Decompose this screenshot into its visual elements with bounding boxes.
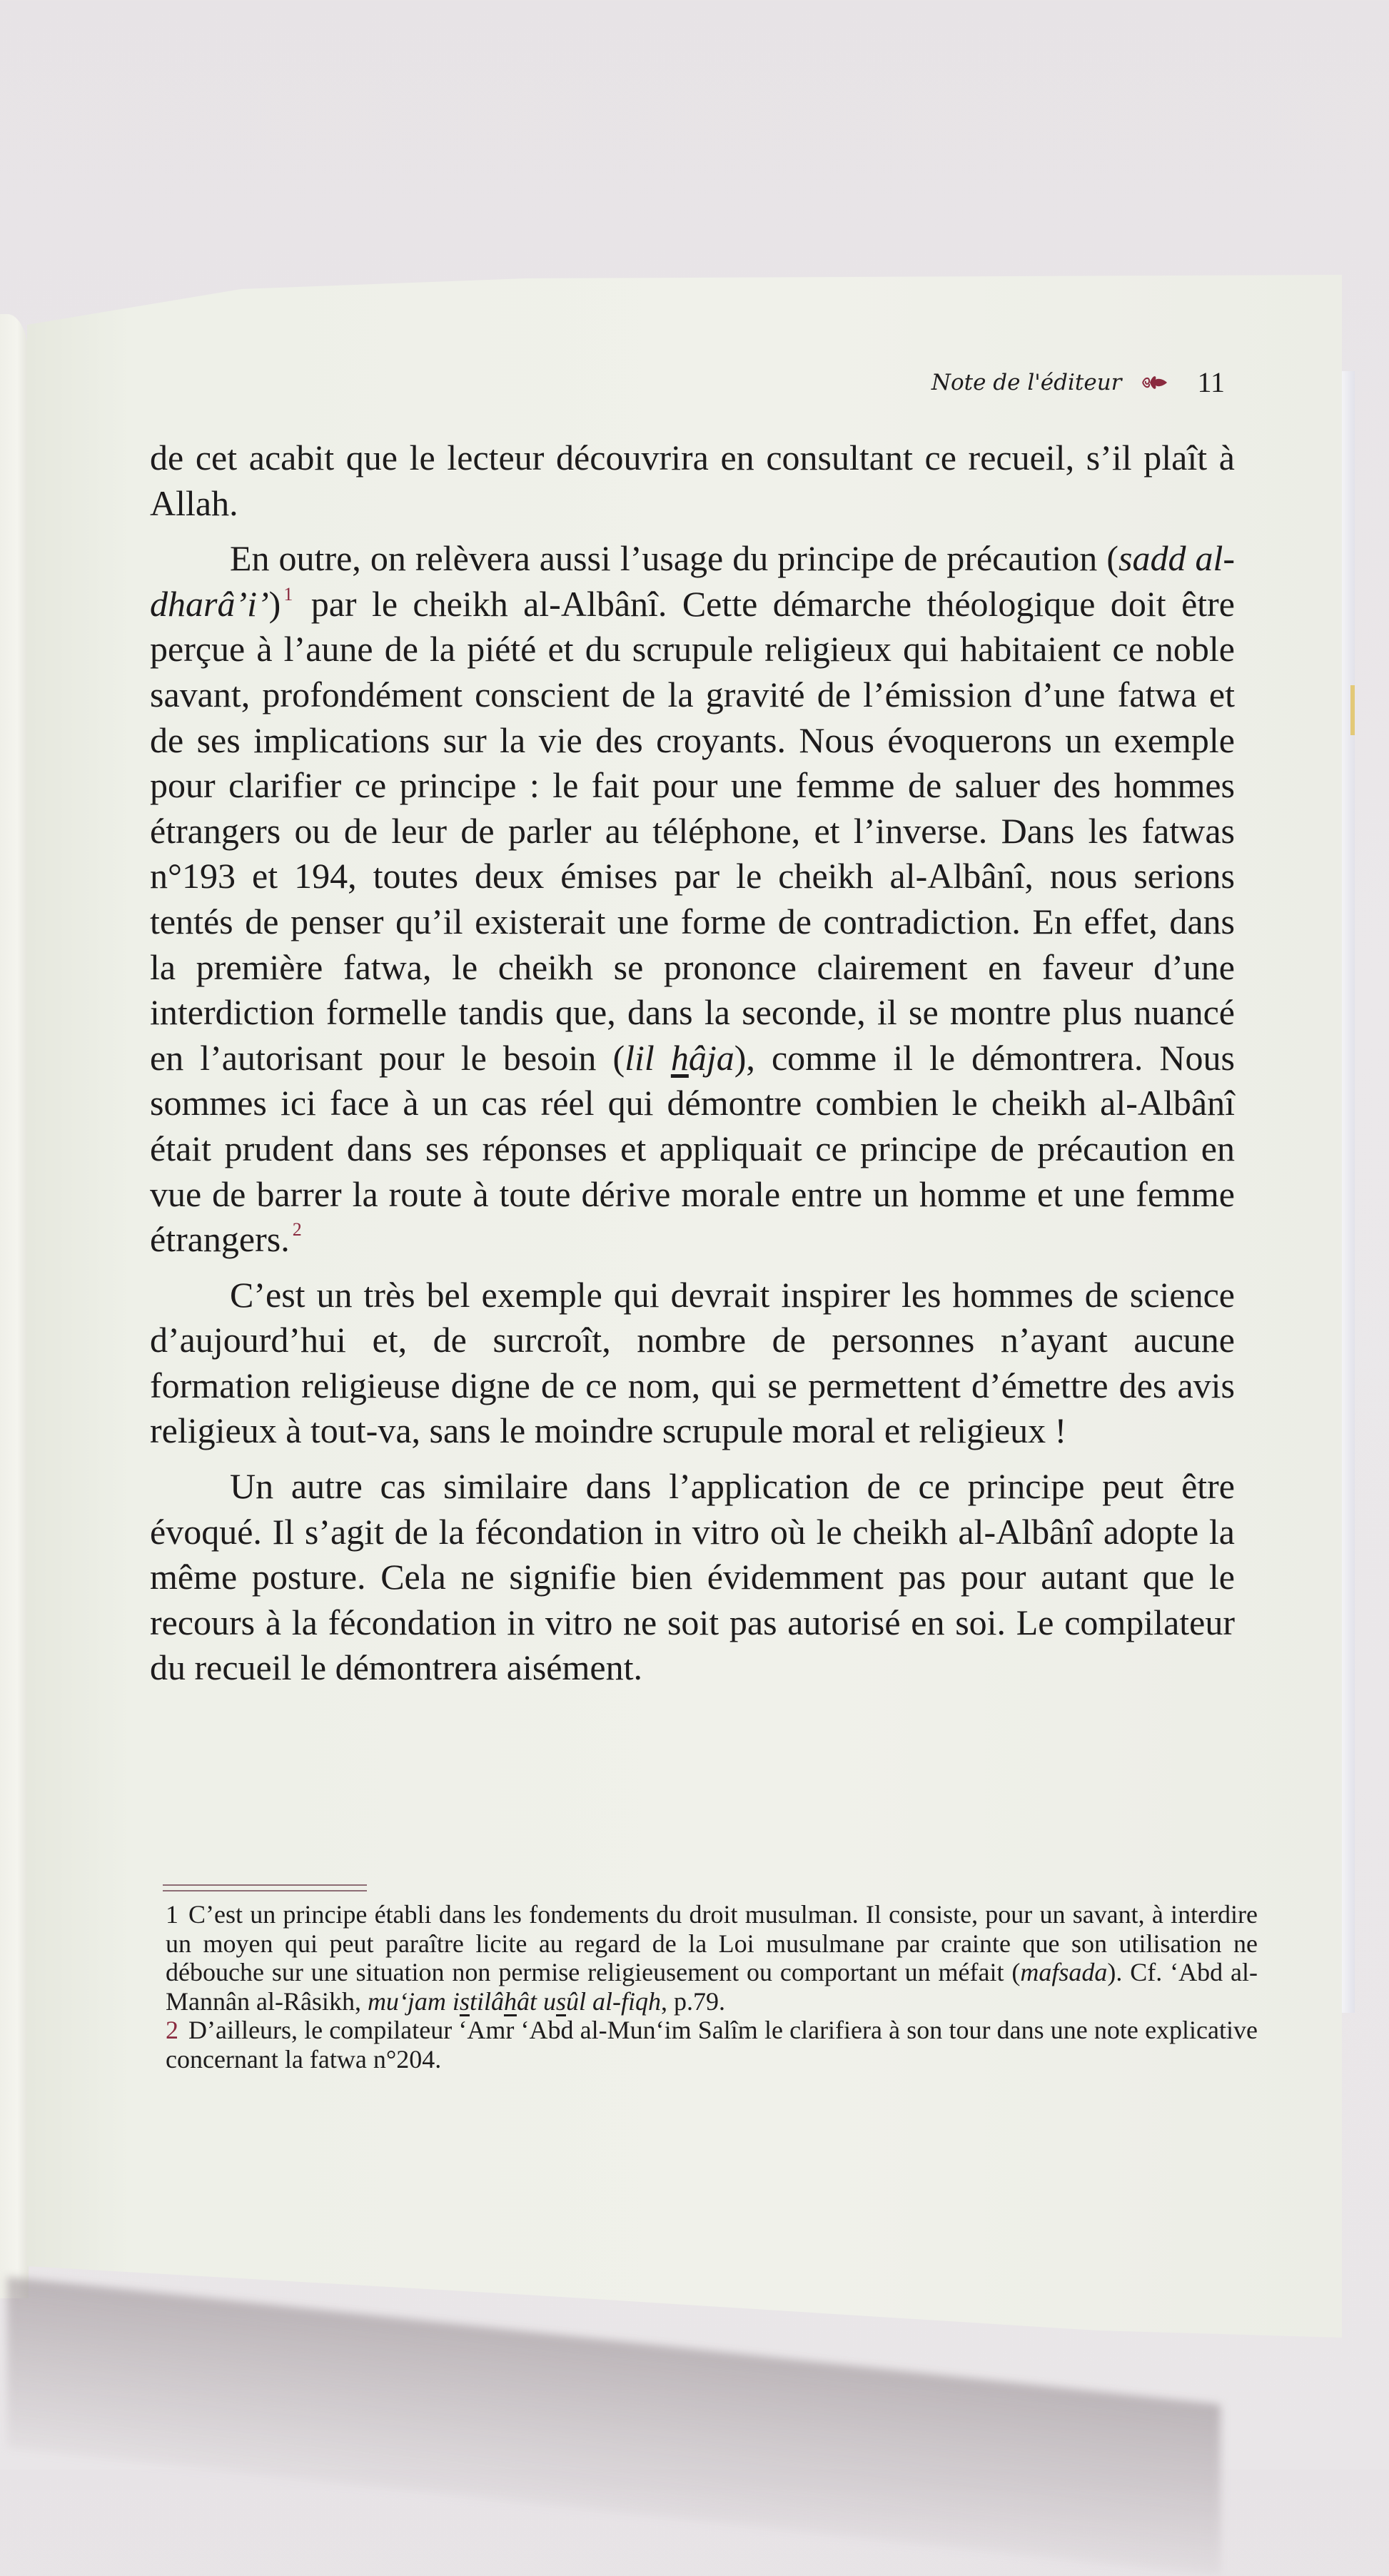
italic-term: sadd al-dharâ’i’ [150,538,1236,624]
transliteration-mark: h [503,1986,517,2016]
transliteration-mark: h [670,1037,689,1078]
italic-term: lil [625,1037,671,1078]
italic-term: âja [688,1037,734,1078]
paragraph [150,1273,1235,1454]
footnote-reference[interactable]: 1 [283,583,293,605]
text-run: par le cheikh al-Albânî. Cette démarche théologique doit être perçue à l’aune de la piété et du scrupule religieux qui habitaient ce noble savant, profondément conscient de la gravité de l’émission d’une fatwa et de ses implications sur la vie des croyants. Nous évoquerons un exemple pour clarifier ce principe : le fait pour une femme de saluer des hommes étrangers ou de leur de parler au téléphone, et l’inverse. Dans les fatwas n°193 et 194, toutes deux émises par le cheikh al-Albânî, nous serions tentés de penser qu’il existerait une forme de contradiction. En effet, dans la première fatwa, le cheikh se prononce clairement en faveur d’une interdiction formelle tandis que, dans la seconde, il se montre plus nuancé en l’autorisant pour le besoin ( [150,583,1235,1078]
italic-term: mu‘jam i [367,1986,460,2016]
footnote-number: 2 [166,2016,178,2044]
running-header [931,365,1225,399]
page-tab-marker [1350,685,1355,735]
paragraph [150,536,1235,1263]
footnote [166,2016,1258,2074]
previous-page-edge [0,314,29,2298]
text-run: C’est un très bel exemple qui devrait inspirer les hommes de science d’aujourd’hui et, de surcroît, nombre de personnes n’ayant aucune formation religieuse digne de ce nom, qui se permettent d’émettre des avis religieux à tout-va, sans le moindre scrupule moral et religieux ! [150,1274,1235,1451]
page-block-edge [1342,371,1355,2013]
text-run: C’est un principe établi dans les fondements du droit musulman. Il consiste, pour un savant, à interdire un moyen qui peut paraître licite au regard de la Loi musulmane par crainte que son utilisation ne débouche sur une situation non permise religieusement ou comportant un méfait ( [166,1900,1258,1986]
text-run: de cet acabit que le lecteur découvrira en consultant ce recueil, s’il plaît à Allah. [150,438,1235,523]
italic-term: ûl al-fiqh [566,1986,661,2016]
transliteration-mark: s [555,1986,566,2016]
running-title: Note de l'éditeur [931,369,1122,395]
transliteration-mark: s [459,1986,470,2016]
footnote-separator [163,1884,367,1891]
fleuron-ornament-icon [1140,372,1168,393]
paragraph [150,435,1235,526]
text-run: D’ailleurs, le compilateur ‘Amr ‘Abd al-Mun‘im Salîm le clarifiera à son tour dans une note explicative concernant la fatwa n°204. [166,2016,1258,2074]
italic-term: ât u [516,1986,556,2016]
text-run: ), comme il le démontrera. Nous sommes ici face à un cas réel qui démontre combien le cheikh al-Albânî était prudent dans ses réponses et appliquait ce principe de précaution en vue de barrer la route à toute dérive morale entre un homme et une femme étrangers. [150,1037,1235,1260]
footnote-reference[interactable]: 2 [292,1219,302,1241]
italic-term: mafsada [1020,1958,1108,1986]
paragraph [150,1464,1235,1691]
text-run: En outre, on relèvera aussi l’usage du principe de précaution ( [230,538,1118,579]
text-run: , p.79. [661,1986,725,2016]
italic-term: til [469,1986,491,2016]
page-number: 11 [1197,366,1225,398]
text-run: Un autre cas similaire dans l’application de ce principe peut être évoqué. Il s’agit de la fécondation in vitro où le cheikh al-Albânî adopte la même posture. Cela ne signifie bien évidemment pas pour autant que le recours à la fécondation in vitro ne soit pas autorisé en soi. Le compilateur du recueil le démontrera aisément. [150,1466,1235,1688]
italic-term: â [490,1986,504,2016]
footnote [166,1900,1258,2016]
text-run: ). Cf. ‘Abd al-Mannân al-Râsikh, [166,1958,1258,2016]
footnote-number: 1 [166,1900,178,1929]
body-text [150,435,1235,1691]
footnotes [166,1900,1258,2074]
text-run: ) [268,583,281,624]
